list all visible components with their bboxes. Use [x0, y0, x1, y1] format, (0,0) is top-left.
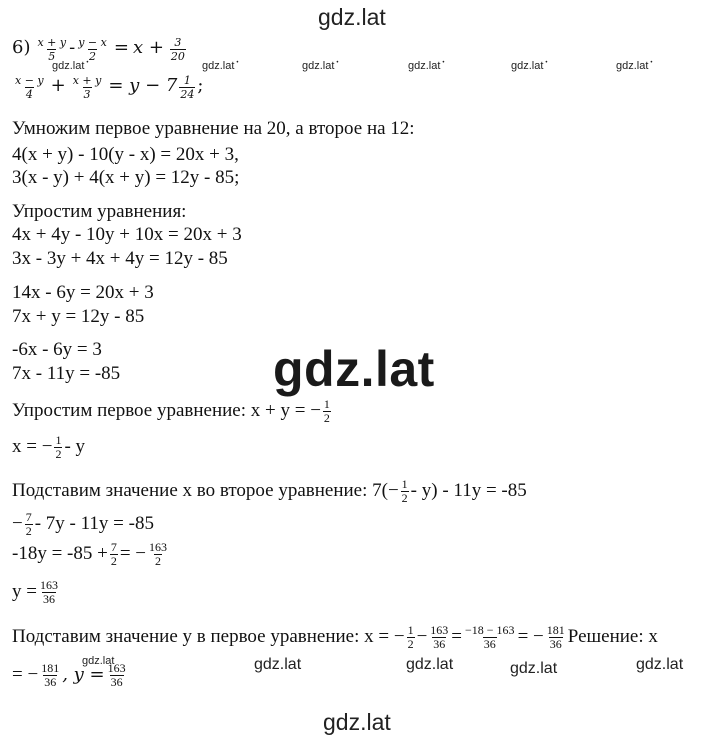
fraction: $\frac{1}{24}$ [180, 74, 195, 101]
watermark-center: gdz.lat [273, 341, 435, 397]
solution-line: Подставим значение y в первое уравнение: x = − $\frac{1}{2}$ − $\frac{163}{36}$ = $\frac{-18 - 163}{36}$ = − $\frac{181}{36}$ Решение: x [12, 623, 658, 651]
fraction: $\frac{1}{2}$ [55, 433, 62, 461]
solution-line: 7x + y = 12y - 85 [12, 306, 145, 327]
watermark-top: gdz.lat [318, 4, 386, 30]
solution-line: Умножим первое уравнение на 20, а второе на 12: [12, 118, 415, 139]
watermark-bottom: gdz.lat [323, 709, 391, 735]
fraction: $\frac{3}{20}$ [170, 36, 185, 63]
fraction: $\frac{7}{2}$ [25, 510, 32, 538]
solution-line: = − $\frac{181}{36}$ , y = $\frac{163}{36}$ [12, 661, 126, 689]
watermark-small: gdz.lat • [202, 60, 239, 72]
watermark-mid: gdz.lat [510, 660, 558, 677]
solution-line: x = − $\frac{1}{2}$ - y [12, 433, 86, 461]
fraction: $\frac{y - x}{2}$ [78, 36, 107, 63]
watermark-small: gdz.lat • [302, 60, 339, 72]
fraction: $\frac{1}{2}$ [323, 397, 330, 425]
watermark-small: gdz.lat • [52, 60, 89, 72]
solution-line: Подставим значение x во второе уравнение: 7(− $\frac{1}{2}$ - y) - 11y = -85 [12, 477, 527, 505]
solution-line: y = $\frac{163}{36}$ [12, 578, 58, 606]
solution-line: -18y = -85 + $\frac{7}{2}$ = − $\frac{163}{2}$ [12, 540, 168, 568]
fraction: $\frac{1}{2}$ [407, 623, 414, 651]
fraction: $\frac{x + y}{5}$ [37, 36, 67, 63]
watermark-mid: gdz.lat [636, 656, 684, 673]
solution-line: 4x + 4y - 10y + 10x = 20x + 3 [12, 224, 242, 245]
watermark-small: gdz.lat • [616, 60, 653, 72]
fraction: $\frac{1}{2}$ [401, 477, 408, 505]
fraction: $\frac{163}{2}$ [149, 540, 168, 568]
solution-line: 4(x + y) - 10(y - x) = 20x + 3, [12, 144, 239, 165]
watermark-mid: gdz.lat [406, 656, 454, 673]
solution-line: Упростим уравнения: [12, 201, 187, 222]
fraction: $\frac{x + y}{3}$ [72, 74, 102, 101]
solution-line: − $\frac{7}{2}$ - 7y - 11y = -85 [12, 510, 154, 538]
fraction: $\frac{181}{36}$ [546, 623, 565, 651]
equation-2: $\frac{x - y}{4}$ + $\frac{x + y}{3}$ = y − 7 $\frac{1}{24}$ ; [15, 74, 204, 101]
equation-1: 6) $\frac{x + y}{5}$ - $\frac{y - x}{2}$ = x + $\frac{3}{20}$ [12, 36, 185, 63]
solution-line: 3x - 3y + 4x + 4y = 12y - 85 [12, 248, 228, 269]
solution-line: 14x - 6y = 20x + 3 [12, 282, 154, 303]
watermark-small: gdz.lat • [408, 60, 445, 72]
watermark-small: gdz.lat • [511, 60, 548, 72]
fraction: $\frac{163}{36}$ [430, 623, 449, 651]
fraction: $\frac{-18 - 163}{36}$ [465, 623, 515, 651]
fraction: $\frac{x - y}{4}$ [15, 74, 44, 101]
solution-line: -6x - 6y = 3 [12, 339, 102, 360]
solution-line: 7x - 11y = -85 [12, 363, 121, 384]
fraction: $\frac{163}{36}$ [107, 661, 126, 689]
solution-line: 3(x - y) + 4(x + y) = 12y - 85; [12, 167, 240, 188]
fraction: $\frac{7}{2}$ [110, 540, 117, 568]
fraction: $\frac{181}{36}$ [41, 661, 60, 689]
watermark-small: gdz.lat [82, 655, 115, 667]
solution-line: Упростим первое уравнение: x + y = − $\frac{1}{2}$ [12, 397, 330, 425]
problem-label: 6) [12, 37, 31, 59]
fraction: $\frac{163}{36}$ [39, 578, 58, 606]
watermark-mid: gdz.lat [254, 656, 302, 673]
